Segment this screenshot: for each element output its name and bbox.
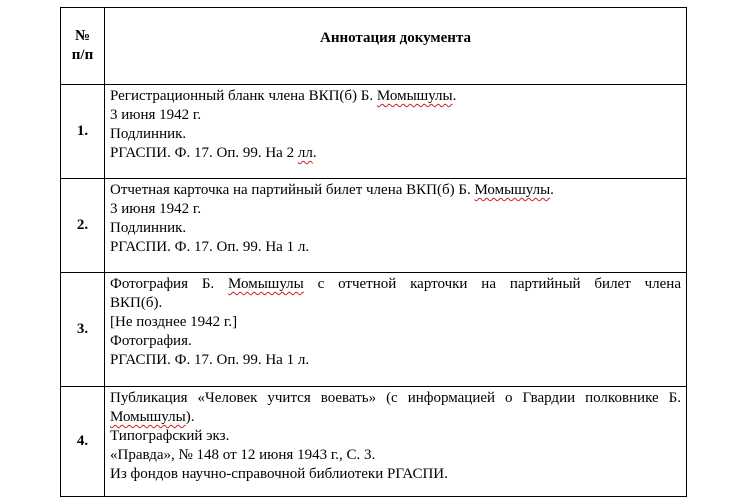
annotation-type: Подлинник. xyxy=(110,126,187,142)
row-number: 1. xyxy=(61,85,105,179)
annotation-archive-ref: РГАСПИ. Ф. 17. Оп. 99. На 1 л. xyxy=(110,239,310,255)
annotation-line xyxy=(110,408,681,427)
surname-text: Момышулы xyxy=(110,409,186,425)
annotation-type: Типографский экз. xyxy=(110,428,230,444)
annotation-archive-ref: РГАСПИ. Ф. 17. Оп. 99. На 1 л. xyxy=(110,352,310,368)
annotation-line xyxy=(110,181,681,200)
text-segment: РГАСПИ. Ф. 17. Оп. 99. На 2 xyxy=(110,145,298,161)
text-segment: . xyxy=(550,182,554,198)
row-number: 3. xyxy=(61,273,105,387)
number-header-line2: п/п xyxy=(71,47,94,63)
annotation-type: Фотография. xyxy=(110,333,192,349)
text-segment: с отчетной карточки на партийный билет члена xyxy=(303,276,681,292)
annotation-cell xyxy=(105,85,687,179)
row-number: 4. xyxy=(61,387,105,497)
annotation-table xyxy=(60,7,687,497)
text-segment: . xyxy=(452,88,457,104)
surname-text: Момышулы xyxy=(474,182,551,198)
annotation-type: Подлинник. xyxy=(110,220,187,236)
text-segment: Фотография Б. xyxy=(110,276,229,292)
annotation-cell xyxy=(105,387,687,497)
annotation-date: [Не позднее 1942 г.] xyxy=(110,314,238,330)
annotation-cell xyxy=(105,273,687,387)
annotation-date: 3 июня 1942 г. xyxy=(110,107,202,123)
annotation-archive-ref: Из фондов научно-справочной библиотеки РГАСПИ. xyxy=(110,466,448,482)
table-row xyxy=(61,273,687,387)
table-row xyxy=(61,387,687,497)
text-segment: ). xyxy=(185,409,195,425)
table-row xyxy=(61,179,687,273)
table-row xyxy=(61,85,687,179)
text-segment: . xyxy=(312,145,317,161)
annotation-date: 3 июня 1942 г. xyxy=(110,201,202,217)
row-number: 2. xyxy=(61,179,105,273)
annotation-cell xyxy=(105,179,687,273)
annotation-line xyxy=(110,87,681,106)
surname-text: Момышулы xyxy=(228,276,304,292)
annotation-archive-ref xyxy=(110,144,681,163)
annotation-column-header: Аннотация документа xyxy=(105,8,687,85)
marked-text: лл xyxy=(297,145,313,161)
text-segment: Отчетная карточка на партийный билет члена ВКП(б) Б. xyxy=(110,182,475,198)
annotation-line: ВКП(б). xyxy=(110,295,163,311)
text-segment: Регистрационный бланк члена ВКП(б) Б. xyxy=(110,88,377,104)
annotation-source: «Правда», № 148 от 12 июня 1943 г., С. 3. xyxy=(110,447,376,463)
surname-text: Момышулы xyxy=(376,88,453,104)
table-header-row xyxy=(61,8,687,85)
annotation-line: Публикация «Человек учится воевать» (с информацией о Гвардии полковнике Б. xyxy=(110,390,681,406)
number-header-line1: № xyxy=(74,28,91,44)
annotation-line xyxy=(110,275,681,294)
number-column-header xyxy=(61,8,105,85)
